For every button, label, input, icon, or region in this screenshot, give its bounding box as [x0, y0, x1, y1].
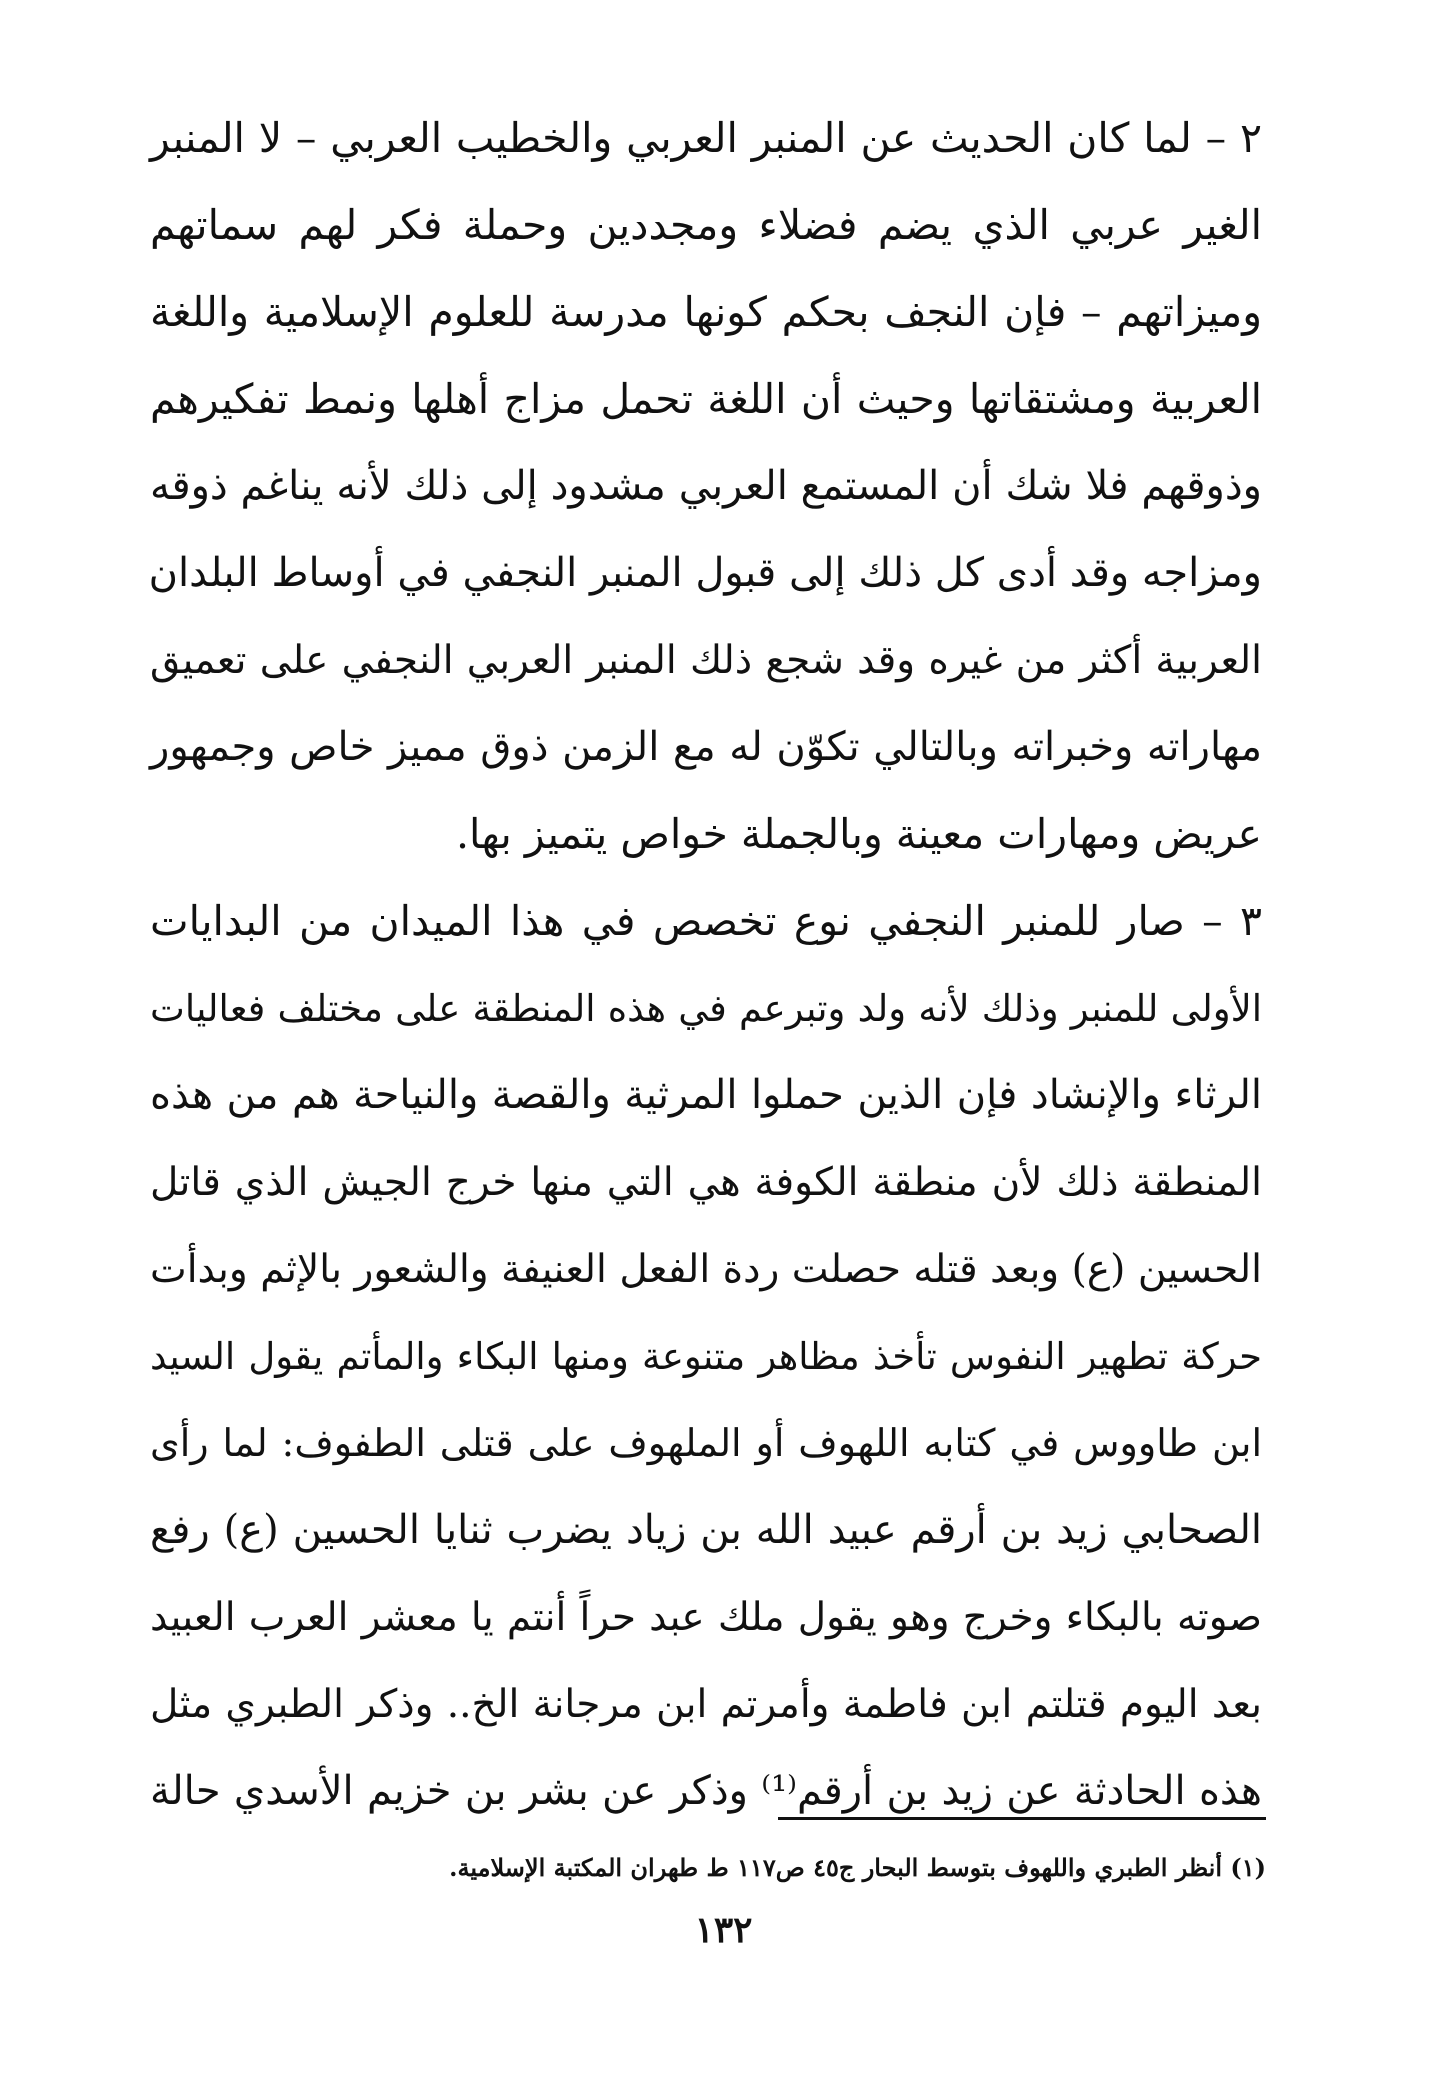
text-line: الغير عربي الذي يضم فضلاء ومجددين وحملة فكر لهم سماتهم: [150, 201, 1262, 249]
text-line: ٢ – لما كان الحديث عن المنبر العربي والخطيب العربي – لا المنبر: [150, 114, 1262, 162]
text-line: هذه الحادثة عن زيد بن أرقم⁽¹⁾ وذكر عن بشر بن خزيم الأسدي حالة: [150, 1768, 1262, 1814]
text-line: العربية أكثر من غيره وقد شجع ذلك المنبر العربي النجفي على تعميق: [150, 638, 1262, 683]
text-line: الأولى للمنبر وذلك لأنه ولد وتبرعم في هذه المنطقة على مختلف فعاليات: [150, 987, 1262, 1030]
footnote: (١) أنظر الطبري واللهوف بتوسط البحار ج٤٥ ص١١٧ ط طهران المكتبة الإسلامية.: [449, 1853, 1266, 1882]
page-body: [150, 95, 1262, 1835]
text-line: الرثاء والإنشاد فإن الذين حملوا المرثية والقصة والنياحة هم من هذه: [150, 1072, 1262, 1118]
text-line: ٣ – صار للمنبر النجفي نوع تخصص في هذا الميدان من البدايات: [150, 897, 1262, 945]
text-line: العربية ومشتقاتها وحيث أن اللغة تحمل مزاج أهلها ونمط تفكيرهم: [150, 375, 1262, 423]
text-line: حركة تطهير النفوس تأخذ مظاهر متنوعة ومنها البكاء والمأتم يقول السيد: [150, 1335, 1262, 1378]
text-line: وميزاتهم – فإن النجف بحكم كونها مدرسة للعلوم الإسلامية واللغة: [150, 288, 1262, 336]
text-line: الحسين (ع) وبعد قتله حصلت ردة الفعل العنيفة والشعور بالإثم وبدأت: [150, 1247, 1262, 1292]
footnote-divider: [778, 1817, 1266, 1820]
body-text: [150, 95, 1262, 1835]
text-line: مهاراته وخبراته وبالتالي تكوّن له مع الزمن ذوق مميز خاص وجمهور: [150, 724, 1262, 770]
text-line: صوته بالبكاء وخرج وهو يقول ملك عبد حراً أنتم يا معشر العرب العبيد: [150, 1595, 1262, 1640]
text-line: بعد اليوم قتلتم ابن فاطمة وأمرتم ابن مرجانة الخ.. وذكر الطبري مثل: [150, 1682, 1262, 1727]
text-line: ومزاجه وقد أدى كل ذلك إلى قبول المنبر النجفي في أوساط البلدان: [148, 550, 1262, 596]
text-line: ابن طاووس في كتابه اللهوف أو الملهوف على قتلى الطفوف: لما رأى: [150, 1421, 1262, 1465]
page-number: ١٣٢: [694, 1909, 753, 1951]
text-line: المنطقة ذلك لأن منطقة الكوفة هي التي منها خرج الجيش الذي قاتل: [150, 1160, 1262, 1205]
text-line: وذوقهم فلا شك أن المستمع العربي مشدود إلى ذلك لأنه يناغم ذوقه: [150, 463, 1262, 509]
text-line: عريض ومهارات معينة وبالجملة خواص يتميز بها.: [455, 810, 1262, 858]
text-line: الصحابي زيد بن أرقم عبيد الله بن زياد يضرب ثنايا الحسين (ع) رفع: [150, 1507, 1262, 1553]
